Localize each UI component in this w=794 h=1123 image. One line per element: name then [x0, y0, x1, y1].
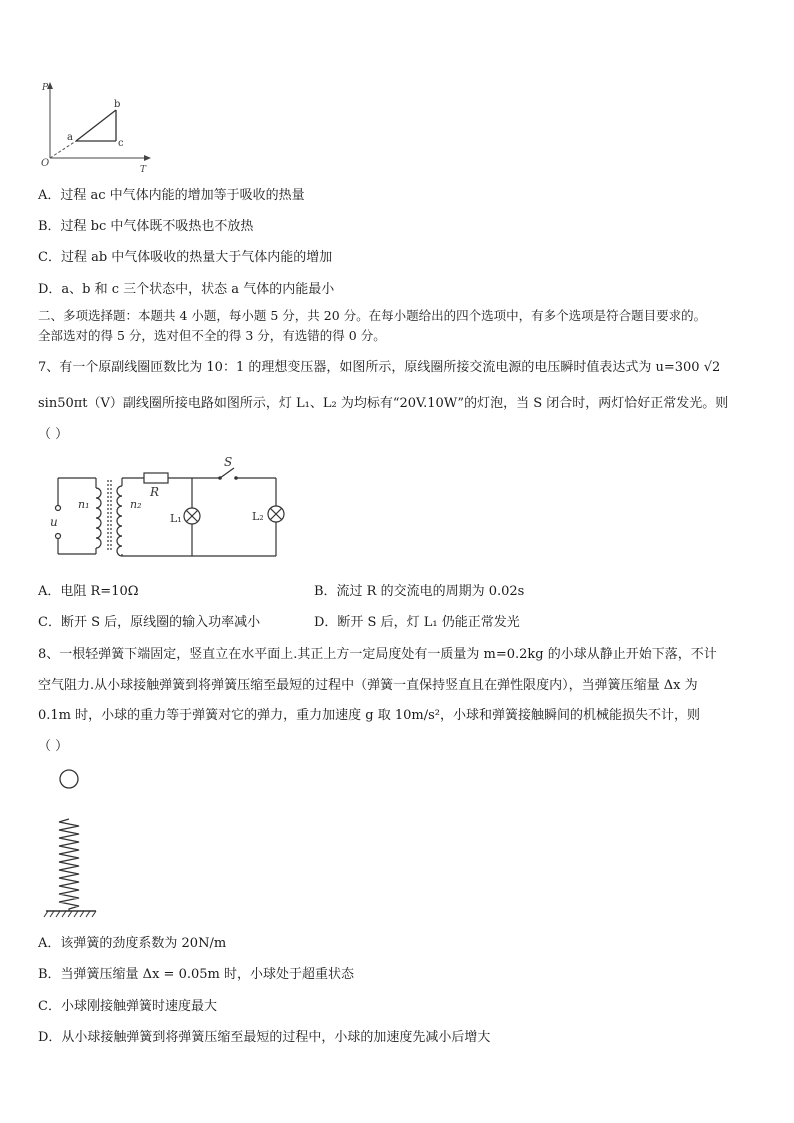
point-b-label: b [114, 99, 121, 110]
q8-option-a: A．该弹簧的劲度系数为 20N/m [38, 936, 227, 951]
circuit-label-u: u [50, 515, 58, 529]
q7-option-d: D．断开 S 后，灯 L₁ 仍能正常发光 [314, 615, 520, 630]
circuit-label-n1: n₁ [78, 498, 90, 511]
point-c-label: c [118, 138, 124, 149]
q8-stem-line3: 0.1m 时，小球的重力等于弹簧对它的弹力，重力加速度 g 取 10m/s²，小球和弹簧接触瞬间的机械能损失不计，则 [38, 708, 700, 723]
q6-option-a: A．过程 ac 中气体内能的增加等于吸收的热量 [38, 188, 305, 203]
circuit-label-s: S [224, 456, 233, 469]
spring-ball-figure [40, 765, 102, 921]
origin-label: O [41, 158, 50, 169]
q8-answer-paren: （ ） [38, 739, 69, 754]
q6-option-c: C．过程 ab 中气体吸收的热量大于气体内能的增加 [38, 250, 333, 265]
circuit-label-l2: L₂ [252, 510, 264, 523]
q7-stem-line2: sin50πt（V）副线圈所接电路如图所示，灯 L₁、L₂ 为均标有“20V.10W”的灯泡，当 S 闭合时，两灯恰好正常发光。则 [38, 396, 729, 411]
transformer-circuit [44, 456, 300, 564]
q8-option-b: B．当弹簧压缩量 Δx = 0.05m 时，小球处于超重状态 [38, 967, 354, 982]
axis-p-label: P [42, 83, 49, 93]
pt-graph [36, 80, 156, 176]
q8-option-d: D．从小球接触弹簧到将弹簧压缩至最短的过程中，小球的加速度先减小后增大 [38, 1030, 491, 1045]
circuit-label-n2: n₂ [130, 498, 142, 511]
section2-line2: 全部选对的得 5 分，选对但不全的得 3 分，有选错的得 0 分。 [38, 328, 386, 343]
q7-option-b: B．流过 R 的交流电的周期为 0.02s [314, 584, 525, 599]
section2-line1: 二、多项选择题：本题共 4 小题，每小题 5 分，共 20 分。在每小题给出的四个选项中，有多个选项是符合题目要求的。 [38, 308, 707, 323]
point-a-label: a [67, 132, 73, 143]
q8-stem-line2: 空气阻力.从小球接触弹簧到将弹簧压缩至最短的过程中（弹簧一直保持竖直且在弹性限度内），当弹簧压缩量 Δx 为 [38, 678, 698, 693]
q7-answer-paren: （ ） [38, 427, 69, 442]
q8-stem-line1: 8、一根轻弹簧下端固定，竖直立在水平面上.其正上方一定局度处有一质量为 m=0.2kg 的小球从静止开始下落，不计 [38, 647, 717, 662]
q7-option-a: A．电阻 R=10Ω [38, 584, 139, 599]
circuit-label-r: R [150, 485, 160, 499]
q8-option-c: C．小球刚接触弹簧时速度最大 [38, 999, 217, 1014]
q7-stem-text: 7、有一个原副线圈匝数比为 10：1 的理想变压器，如图所示，原线圈所接交流电源的电压瞬时值表达式为 u=300 [38, 360, 700, 375]
q6-option-b: B．过程 bc 中气体既不吸热也不放热 [38, 219, 254, 234]
q7-sqrt: √2 [703, 360, 721, 375]
q6-option-d: D．a、b 和 c 三个状态中，状态 a 气体的内能最小 [38, 282, 335, 297]
circuit-label-l1: L₁ [170, 512, 182, 525]
axis-t-label: T [140, 165, 147, 175]
q7-option-c: C．断开 S 后，原线圈的输入功率减小 [38, 615, 261, 630]
q7-stem-line1 [38, 359, 720, 377]
